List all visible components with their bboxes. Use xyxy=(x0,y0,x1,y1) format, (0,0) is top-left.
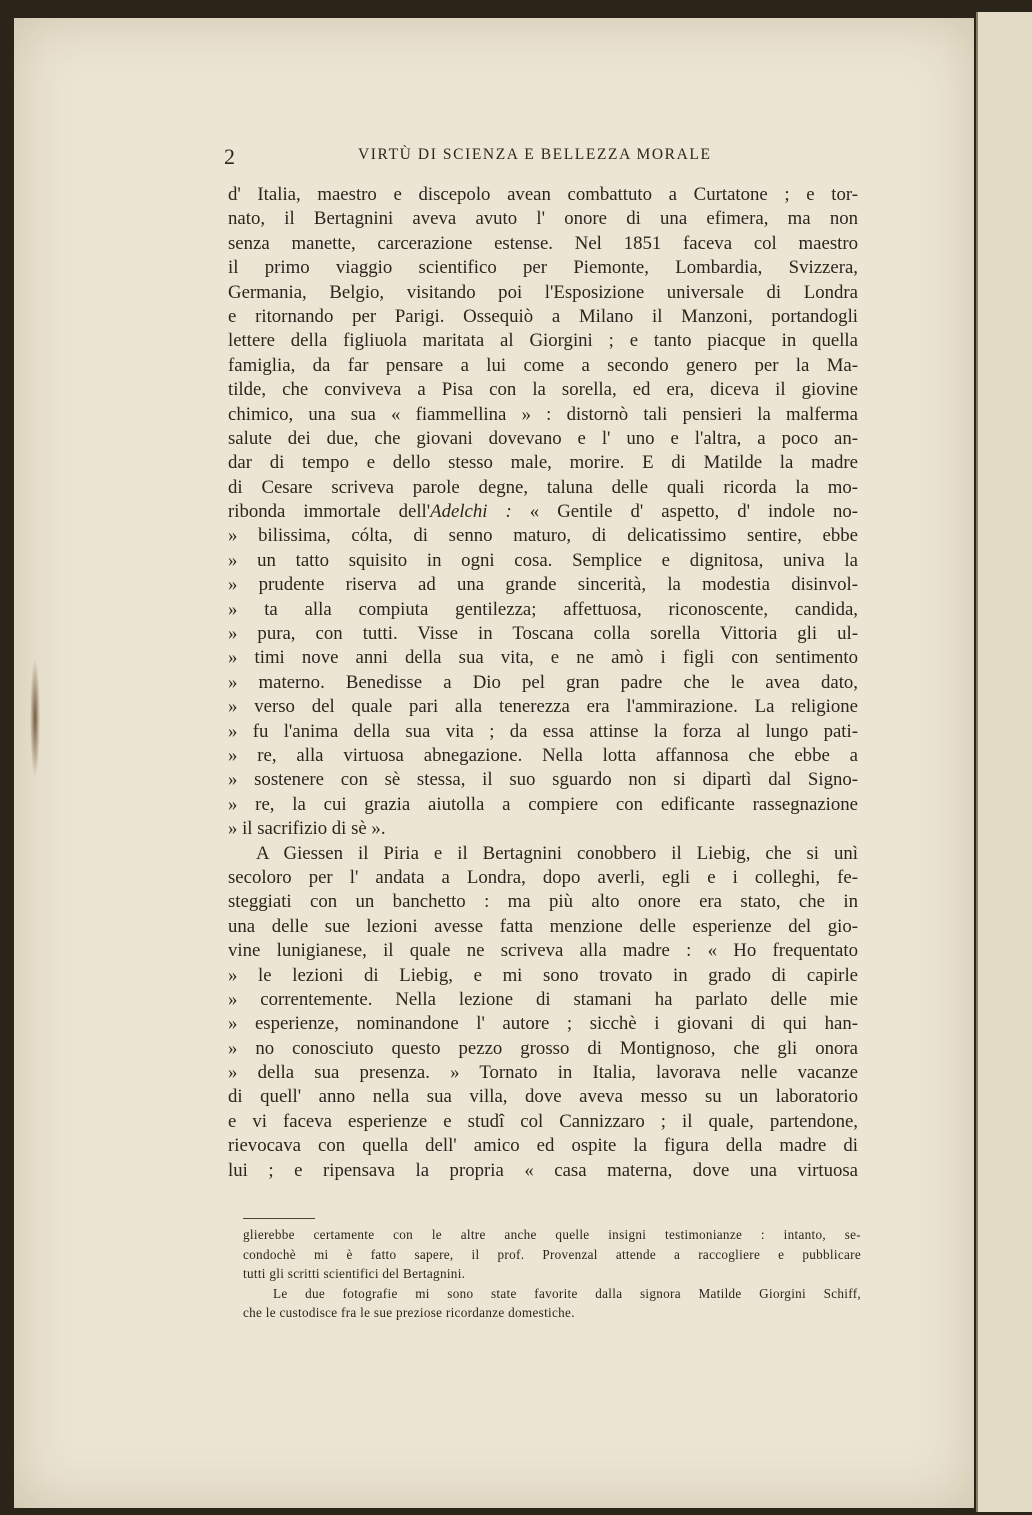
quote-line: » re, alla virtuosa abnegazione. Nella lotta affannosa che ebbe a xyxy=(228,744,858,766)
text-line: di quell' anno nella sua villa, dove aveva messo su un laboratorio xyxy=(228,1086,858,1108)
text-line: » correntemente. Nella lezione di stamani ha parlato delle mie xyxy=(228,988,858,1010)
text-line: e ritornando per Parigi. Ossequiò a Milano il Manzoni, portandogli xyxy=(228,305,858,327)
quote-line: » bilissima, cólta, di senno maturo, di delicatissimo sentire, ebbe xyxy=(228,525,858,547)
text-line: senza manette, carcerazione estense. Nel 1851 faceva col maestro xyxy=(228,232,858,254)
footnote-line: glierebbe certamente con le altre anche quelle insigni testimonianze : intanto, se- xyxy=(243,1227,861,1242)
page-number: 2 xyxy=(224,144,235,169)
running-title: VIRTÙ DI SCIENZA E BELLEZZA MORALE xyxy=(358,146,712,163)
text-line: steggiati con un banchetto : ma più alto onore era stato, che in xyxy=(228,891,858,913)
text-line: secoloro per l' andata a Londra, dopo averli, egli e i colleghi, fe- xyxy=(228,866,858,888)
text-line: lettere della figliuola maritata al Giorgini ; e tanto piacque in quella xyxy=(228,330,858,352)
quote-line: » ta alla compiuta gentilezza; affettuosa, riconoscente, candida, xyxy=(228,598,858,620)
text-line: vine lunigianese, il quale ne scriveva alla madre : « Ho frequentato xyxy=(228,940,858,962)
text-line: famiglia, da far pensare a lui come a secondo genero per la Ma- xyxy=(228,354,858,376)
quote-line: » prudente riserva ad una grande sincerità, la modestia disinvol- xyxy=(228,574,858,596)
text-line: e vi faceva esperienze e studî col Cannizzaro ; il quale, partendone, xyxy=(228,1110,858,1132)
quote-line: » verso del quale pari alla tenerezza era l'ammirazione. La religione xyxy=(228,696,858,718)
footnote-rule xyxy=(243,1218,315,1219)
text-line: il primo viaggio scientifico per Piemonte, Lombardia, Svizzera, xyxy=(228,257,858,279)
text-line: dar di tempo e dello stesso male, morire. E di Matilde la madre xyxy=(228,452,858,474)
text-line-adelchi xyxy=(228,500,858,524)
footnotes xyxy=(243,1225,861,1323)
text-line: lui ; e ripensava la propria « casa materna, dove una virtuosa xyxy=(228,1159,858,1181)
text-segment: ribonda immortale dell' xyxy=(228,501,431,523)
paragraph-first-line: A Giessen il Piria e il Bertagnini conobbero il Liebig, che si unì xyxy=(256,842,858,864)
text-line: » no conosciuto questo pezzo grosso di Montignoso, che gli onora xyxy=(228,1037,858,1059)
text-line: rievocava con quella dell' amico ed ospite la figura della madre di xyxy=(228,1135,858,1157)
footnote-line: tutti gli scritti scientifici del Bertagnini. xyxy=(243,1266,466,1281)
text-line: Germania, Belgio, visitando poi l'Esposizione universale di Londra xyxy=(228,281,858,303)
quote-line: » pura, con tutti. Visse in Toscana colla sorella Vittoria gli ul- xyxy=(228,623,858,645)
text-line: tilde, che conviveva a Pisa con la sorella, ed era, diceva il giovine xyxy=(228,379,858,401)
facing-page-edge xyxy=(976,12,1032,1512)
page-header xyxy=(210,140,850,170)
text-line: chimico, una sua « fiammellina » : distornò tali pensieri la malferma xyxy=(228,403,858,425)
work-title-italic: Adelchi : xyxy=(430,501,512,523)
footnote-line: Le due fotografie mi sono state favorite dalla signora Matilde Giorgini Schiff, xyxy=(273,1285,861,1301)
footnote-line: che le custodisce fra le sue preziose ricordanze domestiche. xyxy=(243,1305,575,1320)
quote-line: » il sacrifizio di sè ». xyxy=(228,818,386,840)
text-line: » le lezioni di Liebig, e mi sono trovato in grado di capirle xyxy=(228,964,858,986)
footnote-line: condochè mi è fatto sapere, il prof. Provenzal attende a raccogliere e pubblicare xyxy=(243,1246,861,1262)
quote-line: » un tatto squisito in ogni cosa. Semplice e dignitosa, univa la xyxy=(228,549,858,571)
text-line: » della sua presenza. » Tornato in Italia, lavorava nelle vacanze xyxy=(228,1062,858,1084)
body-text xyxy=(228,183,858,1183)
quote-line: » materno. Benedisse a Dio pel gran padre che le avea dato, xyxy=(228,671,858,693)
text-line: » esperienze, nominandone l' autore ; sicchè i giovani di qui han- xyxy=(228,1013,858,1035)
text-line: d' Italia, maestro e discepolo avean combattuto a Curtatone ; e tor- xyxy=(228,184,858,205)
text-segment: « Gentile d' aspetto, d' indole no- xyxy=(511,501,858,523)
text-line: nato, il Bertagnini aveva avuto l' onore di una efimera, ma non xyxy=(228,208,858,230)
quote-line: » re, la cui grazia aiutolla a compiere con edificante rassegnazione xyxy=(228,793,858,815)
paper-stain xyxy=(30,658,40,778)
quote-line: » timi nove anni della sua vita, e ne amò i figli con sentimento xyxy=(228,647,858,669)
quote-line: » sostenere con sè stessa, il suo sguardo non si dipartì dal Signo- xyxy=(228,769,858,791)
quote-line: » fu l'anima della sua vita ; da essa attinse la forza al lungo pati- xyxy=(228,720,858,742)
text-line: una delle sue lezioni avesse fatta menzione delle esperienze del gio- xyxy=(228,915,858,937)
text-line: di Cesare scriveva parole degne, taluna delle quali ricorda la mo- xyxy=(228,476,858,498)
text-line: salute dei due, che giovani dovevano e l' uno e l'altra, a poco an- xyxy=(228,427,858,449)
